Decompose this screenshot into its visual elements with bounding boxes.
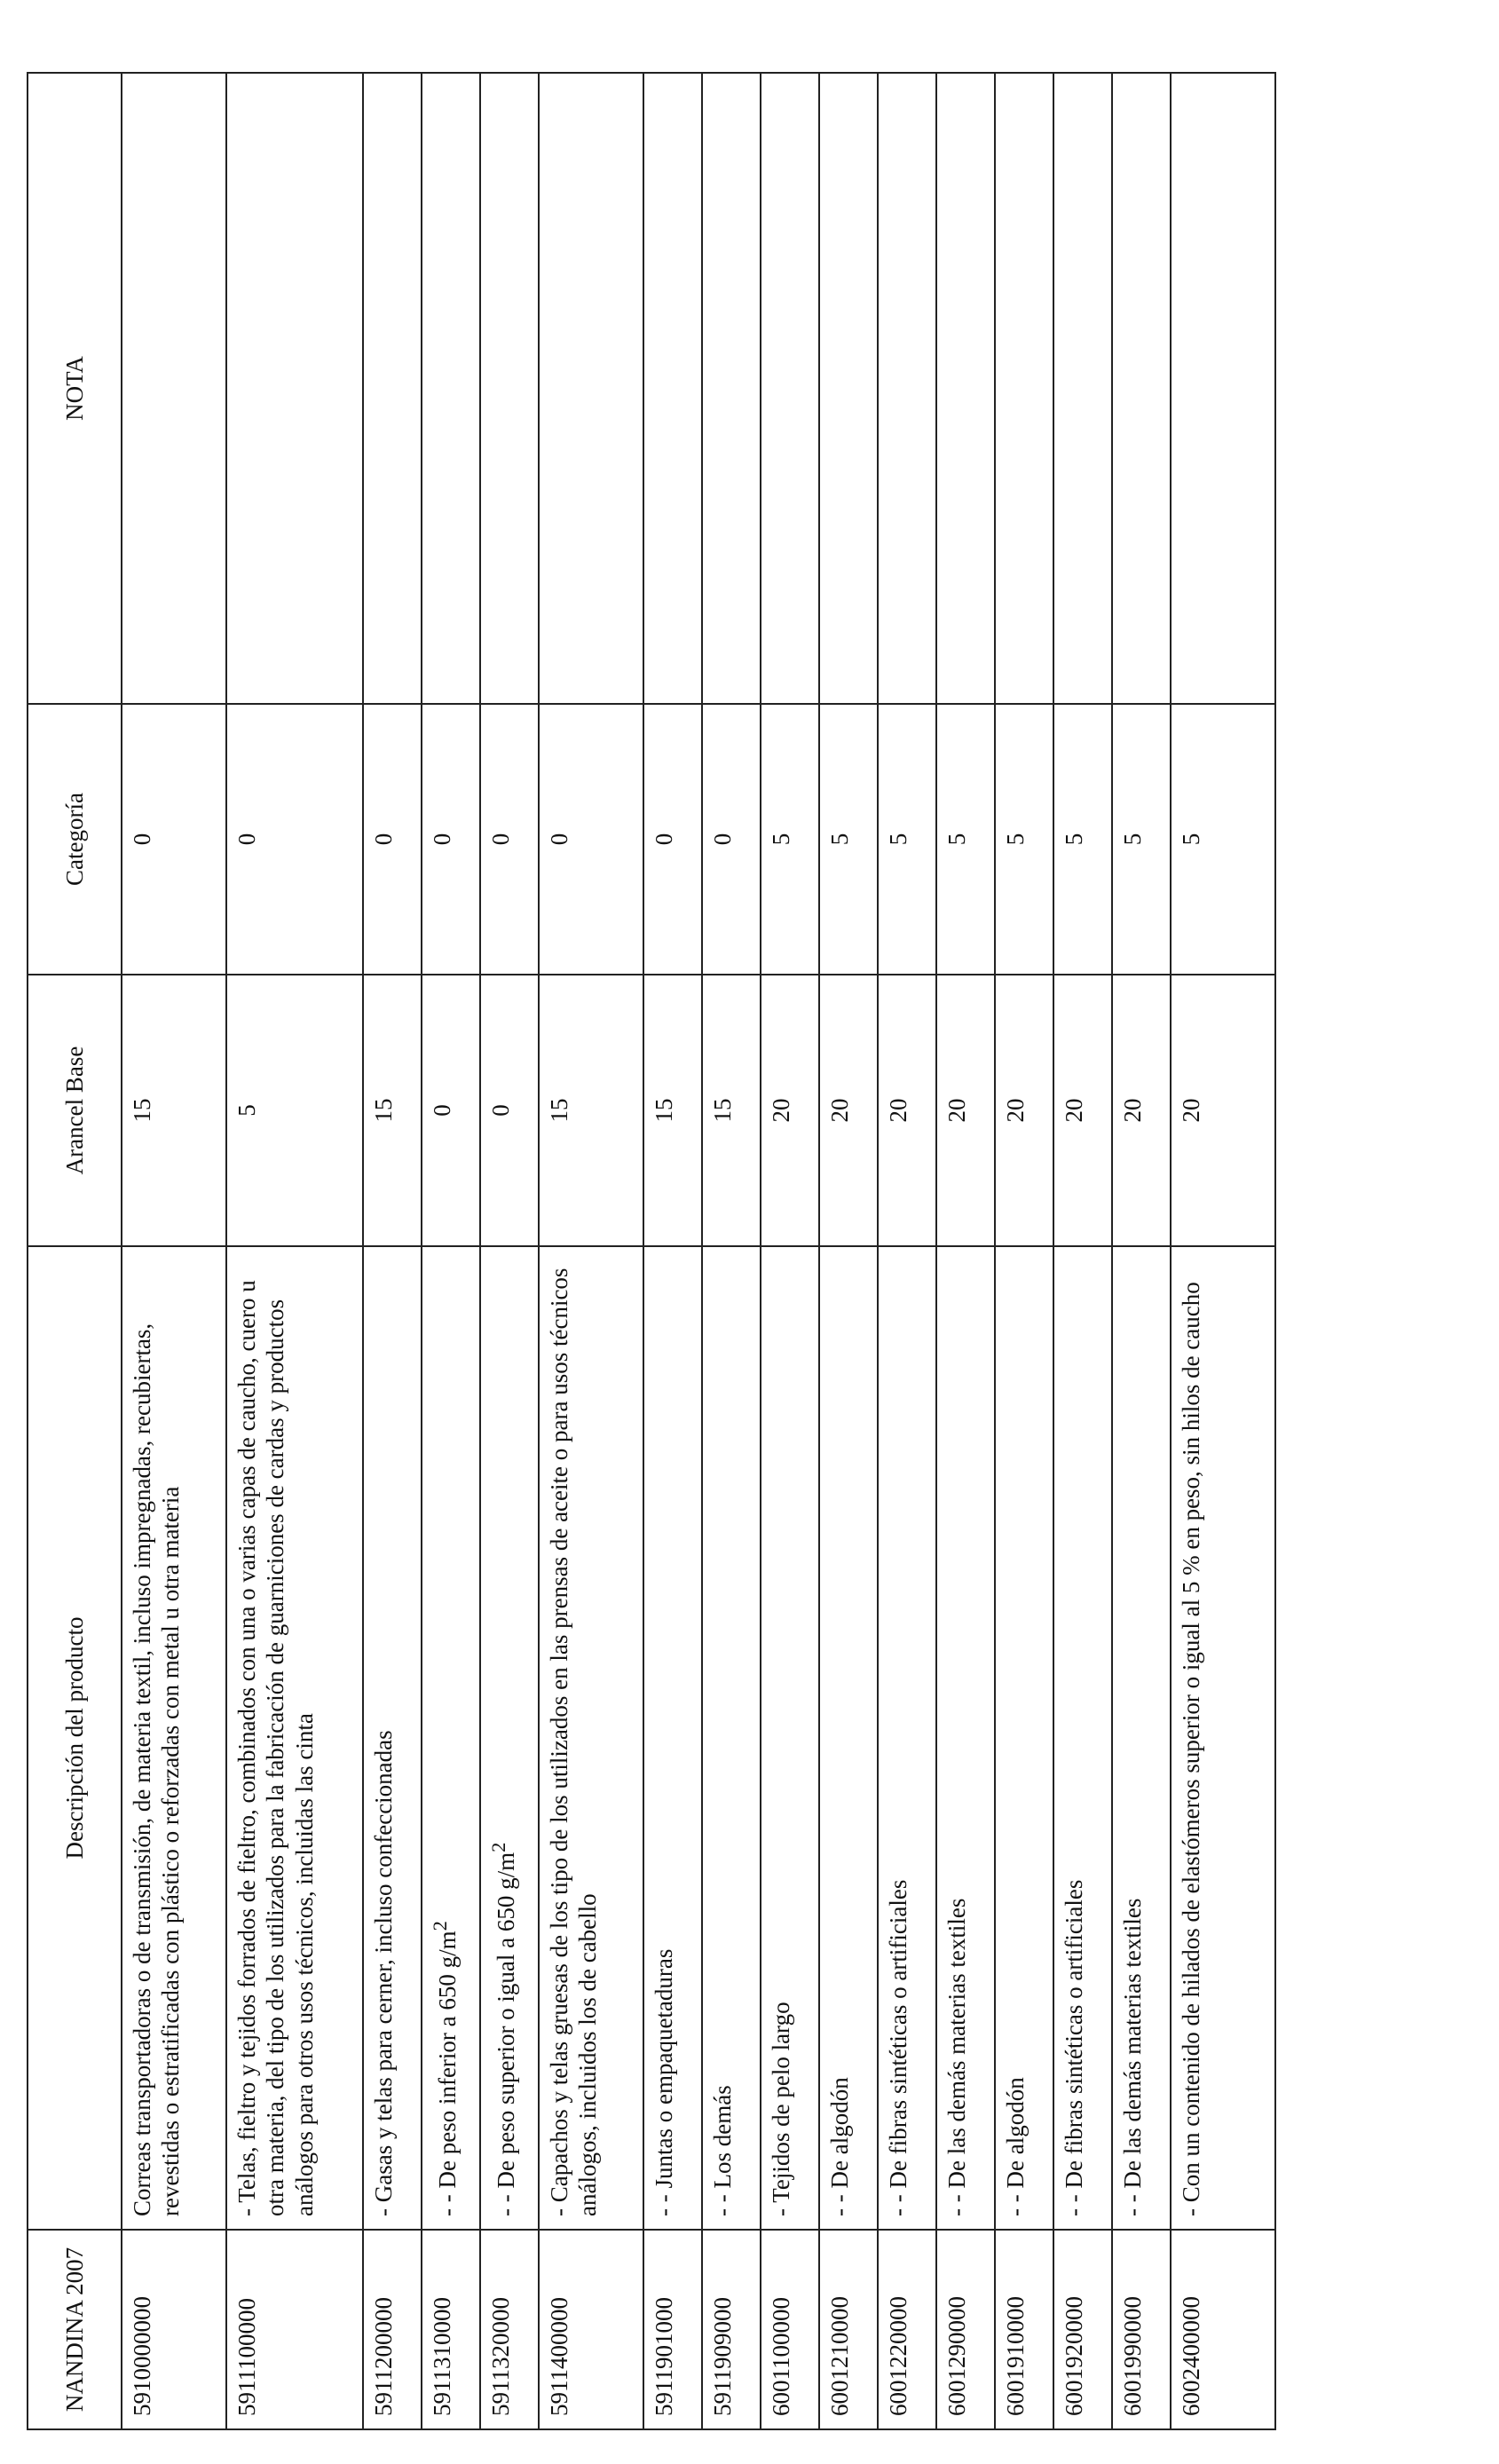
- cell-code: 5911200000: [363, 2230, 422, 2429]
- cell-code: 6001220000: [878, 2230, 936, 2429]
- cell-nota: [122, 73, 226, 704]
- cell-nota: [702, 73, 761, 704]
- table-row: [363, 73, 422, 2429]
- cell-arancel-base: 15: [702, 975, 761, 1246]
- cell-nota: [226, 73, 363, 704]
- cell-categoria: 5: [819, 704, 878, 975]
- table-row: [122, 73, 226, 2429]
- cell-description: - Capachos y telas gruesas de los tipo de los utilizados en las prensas de aceite o para usos técnicos análogos, incluidos los de cabello: [539, 1246, 643, 2230]
- cell-categoria: 0: [643, 704, 702, 975]
- cell-arancel-base: 15: [643, 975, 702, 1246]
- description-text: - - De peso inferior a 650 g/m: [434, 1931, 461, 2216]
- header-descripcion: Descripción del producto: [28, 1246, 122, 2230]
- cell-categoria: 0: [422, 704, 480, 975]
- cell-code: 5911310000: [422, 2230, 480, 2429]
- table-row: [1112, 73, 1171, 2429]
- table-row: [1053, 73, 1112, 2429]
- table-row: [226, 73, 363, 2429]
- cell-categoria: 0: [122, 704, 226, 975]
- table-row: [819, 73, 878, 2429]
- cell-arancel-base: 20: [1112, 975, 1171, 1246]
- cell-description: [422, 1246, 480, 2230]
- table-row: [761, 73, 819, 2429]
- cell-nota: [819, 73, 878, 704]
- cell-categoria: 0: [363, 704, 422, 975]
- cell-nota: [995, 73, 1053, 704]
- cell-description: - - Juntas o empaquetaduras: [643, 1246, 702, 2230]
- cell-arancel-base: 20: [1053, 975, 1112, 1246]
- header-nota: NOTA: [28, 73, 122, 704]
- cell-categoria: 0: [226, 704, 363, 975]
- cell-arancel-base: 20: [819, 975, 878, 1246]
- cell-description: Correas transportadoras o de transmisión, de materia textil, incluso impregnadas, recubiertas, revestidas o estratificadas con plástico o reforzadas con metal u otra materia: [122, 1246, 226, 2230]
- header-categoria: Categoría: [28, 704, 122, 975]
- cell-nota: [422, 73, 480, 704]
- cell-arancel-base: 20: [761, 975, 819, 1246]
- cell-code: 6002400000: [1171, 2230, 1275, 2429]
- cell-categoria: 0: [480, 704, 539, 975]
- table-row: [936, 73, 995, 2429]
- cell-code: 6001910000: [995, 2230, 1053, 2429]
- cell-description: - - De algodón: [819, 1246, 878, 2230]
- cell-nota: [363, 73, 422, 704]
- cell-nota: [539, 73, 643, 704]
- cell-code: 5911400000: [539, 2230, 643, 2429]
- header-row: [28, 73, 122, 2429]
- header-nandina: NANDINA 2007: [28, 2230, 122, 2429]
- cell-categoria: 0: [539, 704, 643, 975]
- cell-arancel-base: 20: [878, 975, 936, 1246]
- cell-description: - Telas, fieltro y tejidos forrados de fieltro, combinados con una o varias capas de caucho, cuero u otra materia, del tipo de los utilizados para la fabricación de guarniciones de cardas y productos análogos para otros usos técnicos, incluidas las cinta: [226, 1246, 363, 2230]
- cell-code: 6001100000: [761, 2230, 819, 2429]
- cell-arancel-base: 15: [539, 975, 643, 1246]
- cell-description: - - De las demás materias textiles: [936, 1246, 995, 2230]
- table-row: [1171, 73, 1275, 2429]
- cell-arancel-base: 5: [226, 975, 363, 1246]
- table-row: [422, 73, 480, 2429]
- table-row: [878, 73, 936, 2429]
- cell-categoria: 5: [761, 704, 819, 975]
- cell-code: 5911909000: [702, 2230, 761, 2429]
- table-row: [702, 73, 761, 2429]
- cell-description: - - De las demás materias textiles: [1112, 1246, 1171, 2230]
- cell-code: 5911320000: [480, 2230, 539, 2429]
- cell-arancel-base: 0: [422, 975, 480, 1246]
- header-arancel-base: Arancel Base: [28, 975, 122, 1246]
- cell-description: - - De fibras sintéticas o artificiales: [1053, 1246, 1112, 2230]
- superscript-unit: 2: [429, 1921, 451, 1931]
- cell-nota: [1053, 73, 1112, 704]
- cell-description: - Tejidos de pelo largo: [761, 1246, 819, 2230]
- cell-categoria: 5: [1171, 704, 1275, 975]
- cell-code: 6001920000: [1053, 2230, 1112, 2429]
- superscript-unit: 2: [487, 1842, 509, 1852]
- cell-description: - Con un contenido de hilados de elastómeros superior o igual al 5 % en peso, sin hilos de caucho: [1171, 1246, 1275, 2230]
- cell-code: 5911100000: [226, 2230, 363, 2429]
- cell-code: 6001290000: [936, 2230, 995, 2429]
- cell-arancel-base: 20: [1171, 975, 1275, 1246]
- cell-code: 5911901000: [643, 2230, 702, 2429]
- cell-code: 5910000000: [122, 2230, 226, 2429]
- cell-nota: [480, 73, 539, 704]
- cell-description: - - De algodón: [995, 1246, 1053, 2230]
- cell-arancel-base: 0: [480, 975, 539, 1246]
- cell-code: 6001210000: [819, 2230, 878, 2429]
- cell-arancel-base: 20: [995, 975, 1053, 1246]
- cell-code: 6001990000: [1112, 2230, 1171, 2429]
- cell-description: - - De fibras sintéticas o artificiales: [878, 1246, 936, 2230]
- cell-arancel-base: 20: [936, 975, 995, 1246]
- cell-categoria: 5: [1112, 704, 1171, 975]
- cell-nota: [643, 73, 702, 704]
- cell-arancel-base: 15: [122, 975, 226, 1246]
- cell-nota: [761, 73, 819, 704]
- cell-categoria: 5: [995, 704, 1053, 975]
- cell-categoria: 5: [1053, 704, 1112, 975]
- cell-description: - Gasas y telas para cerner, incluso confeccionadas: [363, 1246, 422, 2230]
- cell-categoria: 5: [936, 704, 995, 975]
- cell-categoria: 0: [702, 704, 761, 975]
- tariff-table: [27, 72, 1276, 2430]
- description-text: - - De peso superior o igual a 650 g/m: [493, 1852, 519, 2216]
- table-row: [539, 73, 643, 2429]
- cell-categoria: 5: [878, 704, 936, 975]
- cell-nota: [1112, 73, 1171, 704]
- table-row: [995, 73, 1053, 2429]
- cell-nota: [878, 73, 936, 704]
- cell-description: [480, 1246, 539, 2230]
- table-row: [480, 73, 539, 2429]
- cell-nota: [1171, 73, 1275, 704]
- cell-nota: [936, 73, 995, 704]
- table-row: [643, 73, 702, 2429]
- cell-description: - - Los demás: [702, 1246, 761, 2230]
- cell-arancel-base: 15: [363, 975, 422, 1246]
